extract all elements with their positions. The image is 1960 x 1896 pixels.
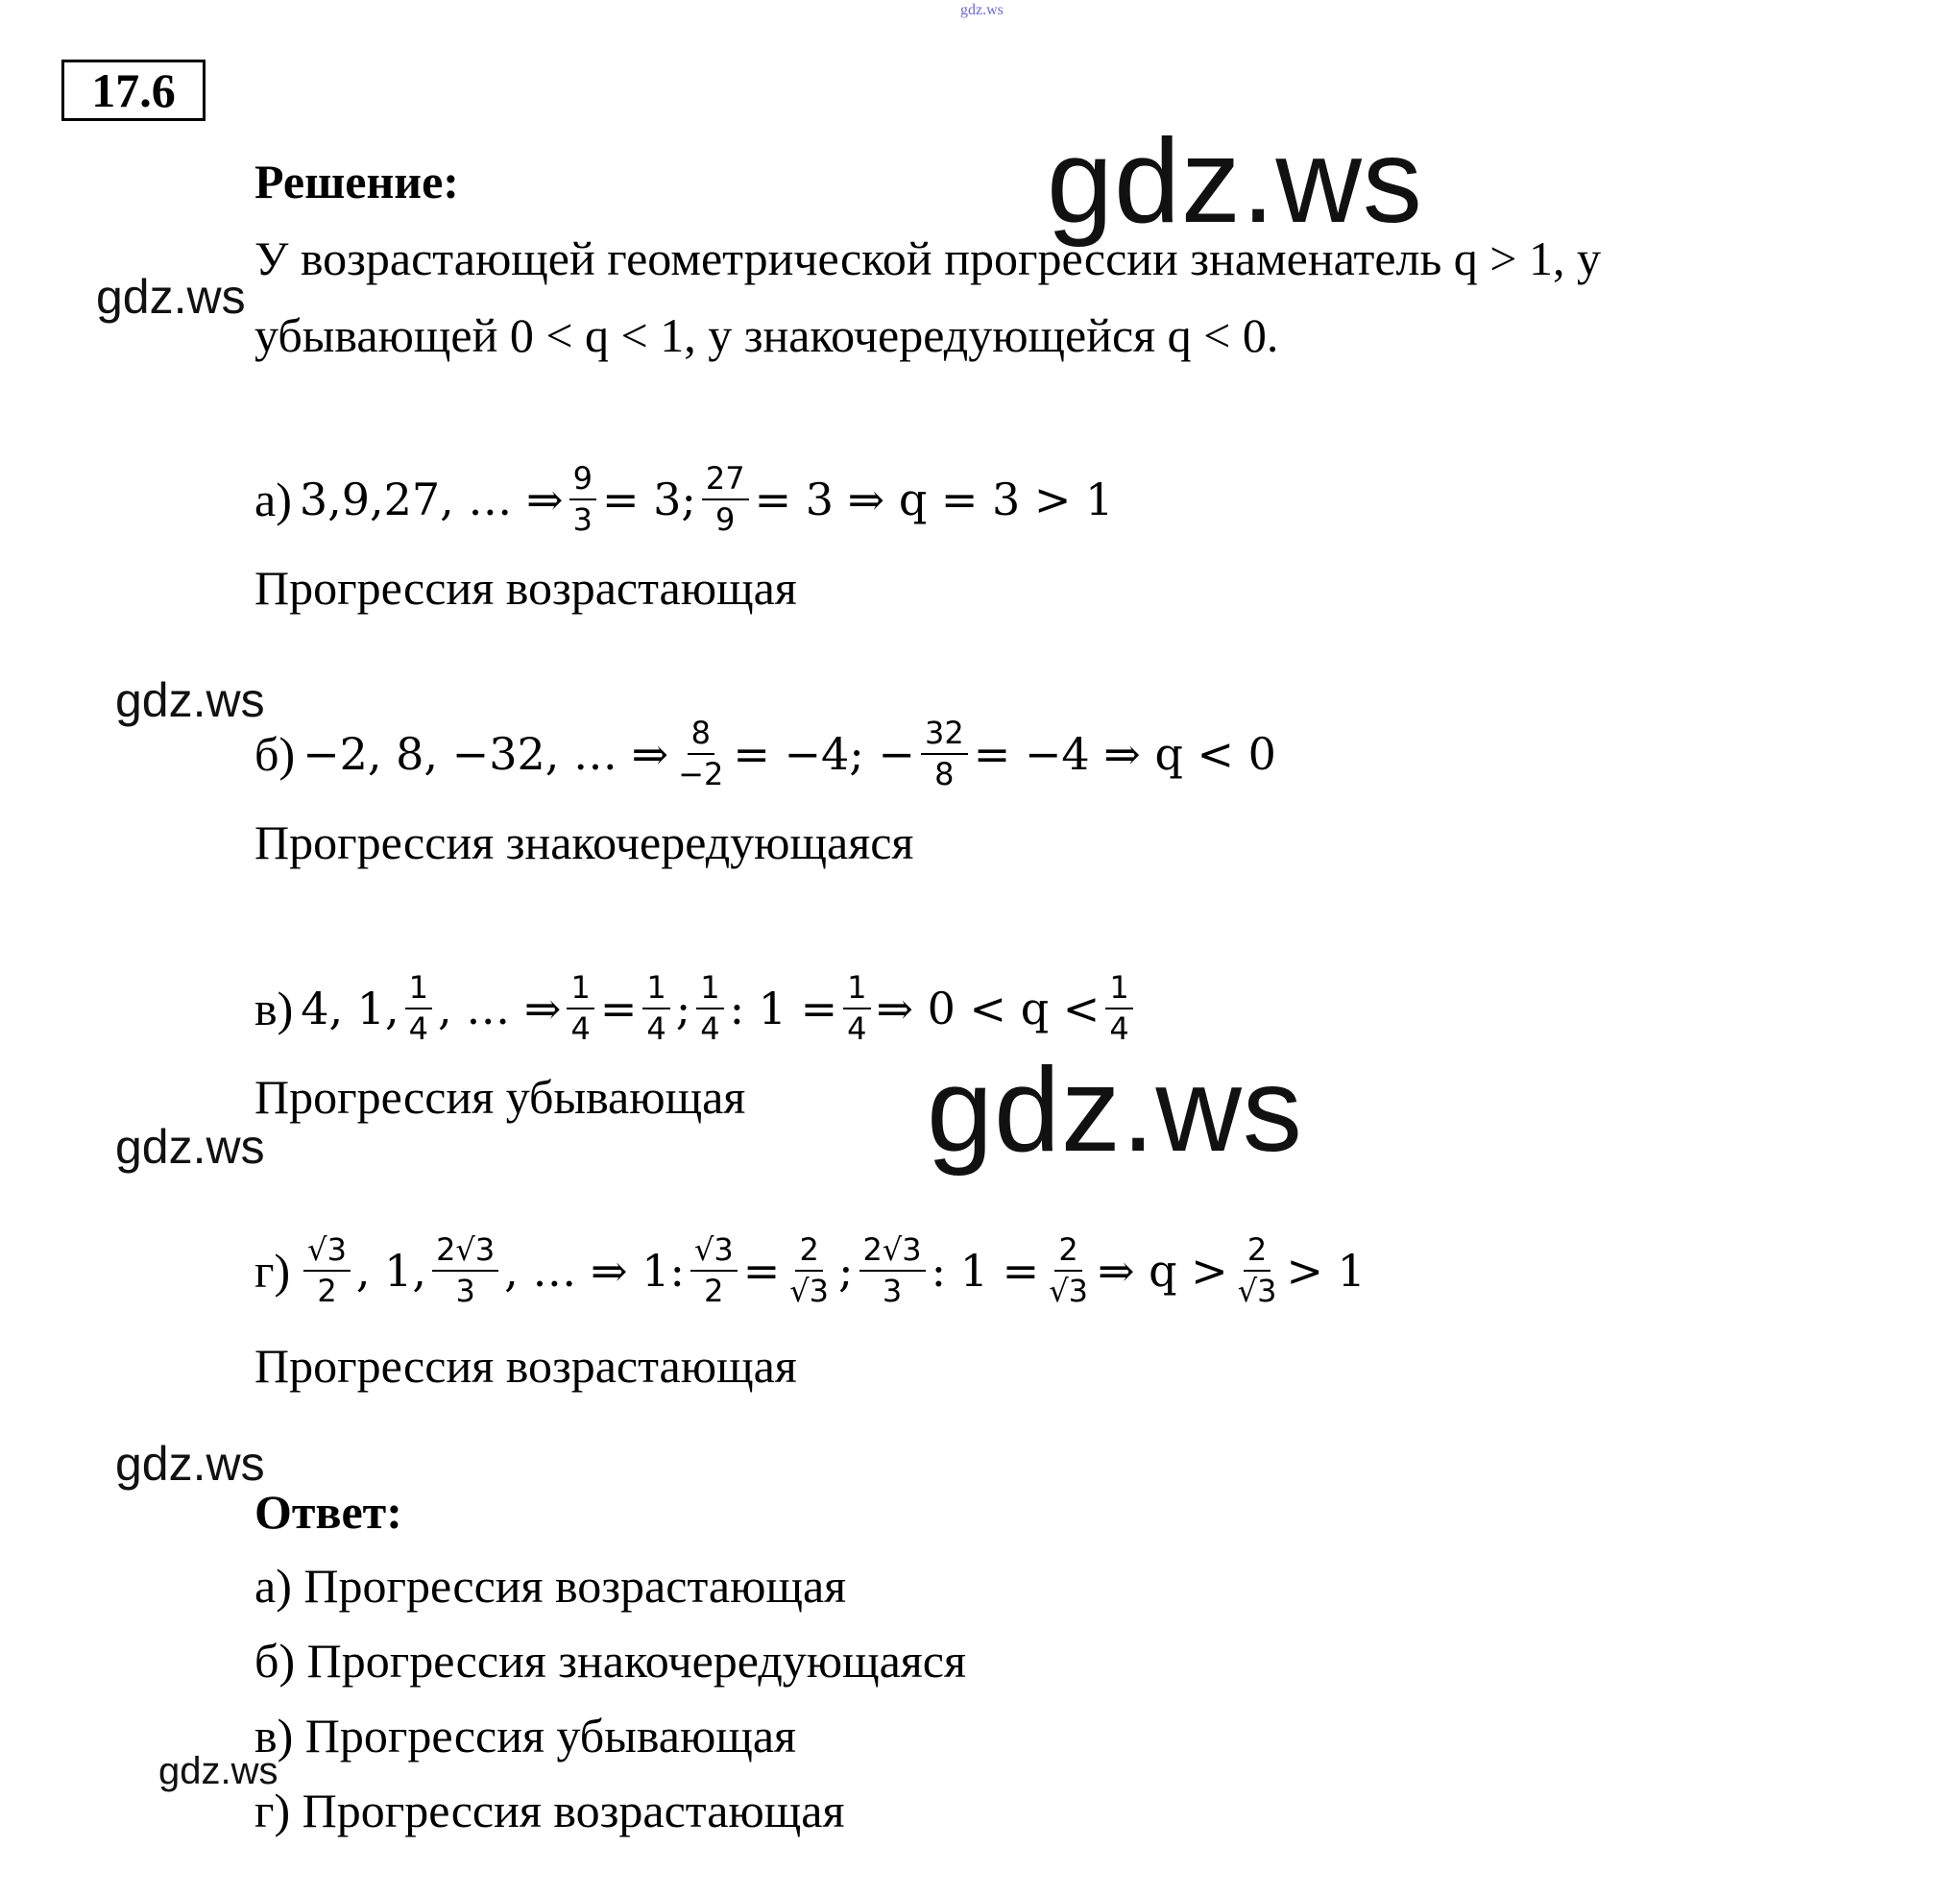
fraction: $\frac{√3}{2}$ xyxy=(690,1232,738,1309)
answer-item: а) Прогрессия возрастающая xyxy=(254,1559,847,1613)
expression: ⇒ 0 < q < xyxy=(876,983,1101,1034)
fraction: $\frac{√3}{2}$ xyxy=(303,1232,351,1309)
part-label: б) xyxy=(254,727,296,781)
fraction: $\frac{2}{√3}$ xyxy=(1049,1231,1088,1309)
sequence: 3,9,27, … ⇒ xyxy=(299,474,564,525)
sequence: , 1, xyxy=(355,1245,427,1297)
fraction: $\frac{2√3}{3}$ xyxy=(859,1232,926,1309)
part-a-conclusion: Прогрессия возрастающая xyxy=(254,561,797,615)
watermark-large: gdz.ws xyxy=(1047,115,1423,248)
watermark-small: gdz.ws xyxy=(115,673,265,727)
fraction: $\frac{9}{3}$ xyxy=(569,461,596,538)
fraction: $\frac{1}{4}$ xyxy=(1105,970,1132,1047)
expression: > 1 xyxy=(1286,1245,1366,1297)
part-b-conclusion: Прогрессия знакочередующаяся xyxy=(254,815,914,869)
watermark-small: gdz.ws xyxy=(115,1437,265,1491)
part-b-equation xyxy=(254,701,1276,807)
task-number-box: 17.6 xyxy=(61,60,206,121)
watermark-small: gdz.ws xyxy=(96,270,246,324)
fraction: $\frac{2}{√3}$ xyxy=(789,1231,830,1309)
expression: = xyxy=(742,1245,781,1297)
sequence: , … ⇒ xyxy=(438,983,562,1034)
part-label: а) xyxy=(254,473,292,526)
solution-heading: Решение: xyxy=(254,155,459,208)
fraction: $\frac{1}{4}$ xyxy=(405,970,432,1047)
fraction: $\frac{1}{4}$ xyxy=(567,970,593,1047)
fraction: $\frac{8}{-2}$ xyxy=(678,715,724,792)
expression: = −4; − xyxy=(733,728,915,780)
expression: = xyxy=(599,983,638,1034)
answer-item: б) Прогрессия знакочередующаяся xyxy=(254,1634,966,1688)
expression: ; xyxy=(838,1245,854,1297)
part-c-conclusion: Прогрессия убывающая xyxy=(254,1070,746,1124)
sequence: 4, 1, xyxy=(301,983,399,1034)
part-label: г) xyxy=(254,1244,291,1298)
watermark-small: gdz.ws xyxy=(115,1120,265,1174)
answer-heading: Ответ: xyxy=(254,1485,402,1539)
answer-item: г) Прогрессия возрастающая xyxy=(254,1784,845,1837)
expression: : 1 = xyxy=(931,1245,1040,1297)
watermark-large: gdz.ws xyxy=(927,1044,1303,1177)
part-d-equation xyxy=(254,1218,1366,1324)
part-label: в) xyxy=(254,982,294,1035)
sequence: −2, 8, −32, … ⇒ xyxy=(302,728,669,780)
fraction: $\frac{1}{4}$ xyxy=(843,970,870,1047)
expression: ⇒ q > xyxy=(1097,1245,1228,1297)
fraction: $\frac{2}{√3}$ xyxy=(1237,1231,1277,1309)
intro-line-1: У возрастающей геометрической прогрессии знаменатель q > 1, у xyxy=(254,231,1601,285)
fraction: $\frac{27}{9}$ xyxy=(702,461,749,538)
intro-line-2: убывающей 0 < q < 1, у знакочередующейся q < 0. xyxy=(254,308,1279,362)
expression: ; xyxy=(675,983,691,1034)
expression: : 1 = xyxy=(729,983,838,1034)
fraction: $\frac{1}{4}$ xyxy=(642,970,669,1047)
part-c-equation xyxy=(254,956,1139,1061)
sequence: , … ⇒ 1: xyxy=(504,1245,685,1297)
part-d-conclusion: Прогрессия возрастающая xyxy=(254,1339,797,1393)
fraction: $\frac{2√3}{3}$ xyxy=(432,1232,498,1309)
expression: = 3; xyxy=(601,474,696,525)
expression: = 3 ⇒ q = 3 > 1 xyxy=(754,474,1114,525)
header-watermark: gdz.ws xyxy=(960,2,1004,18)
expression: = −4 ⇒ q < 0 xyxy=(973,728,1276,780)
fraction: $\frac{32}{8}$ xyxy=(921,716,968,792)
fraction: $\frac{1}{4}$ xyxy=(696,970,723,1047)
answer-item: в) Прогрессия убывающая xyxy=(254,1709,797,1762)
part-a-equation xyxy=(254,447,1113,552)
watermark-tiny: gdz.ws xyxy=(158,1750,278,1792)
